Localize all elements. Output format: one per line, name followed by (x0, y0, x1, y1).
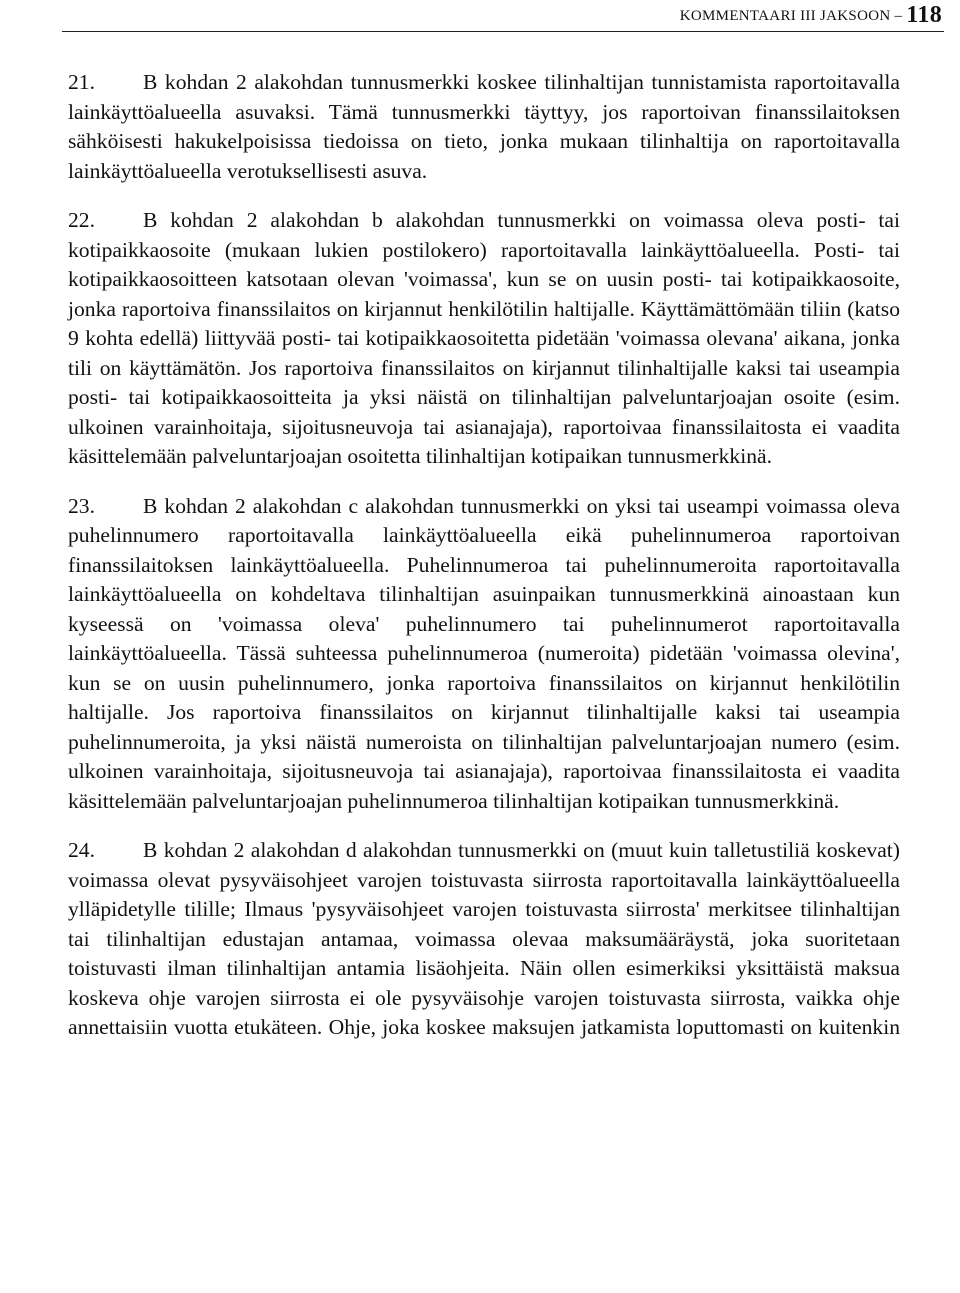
paragraph-number: 23. (68, 493, 95, 518)
header-title: KOMMENTAARI III JAKSOON (679, 8, 891, 24)
header-rule (62, 31, 944, 32)
running-header (0, 0, 960, 34)
document-body (68, 68, 900, 1043)
paragraph-22 (68, 206, 900, 472)
paragraph-24 (68, 836, 900, 1043)
paragraph-number: 24. (68, 838, 95, 862)
paragraph-number: 21. (68, 70, 95, 94)
paragraph-23 (68, 492, 900, 817)
header-text (680, 2, 942, 29)
paragraph-text: B kohdan 2 alakohdan c alakohdan tunnusmerkki on yksi tai useampi voimassa oleva puhelinnumero raportoitavalla lainkäyttöalueella eikä puhelinnumeroa raportoivan finanssilaitoksen lainkäyttöalueella. Puhelinnumeroa tai puhelinnumeroita raportoitavalla lainkäyttöalueella on kohdeltava tilinhaltijan asuinpaikan tunnusmerkkinä ainoastaan kun kyseessä on 'voimassa oleva' puhelinnumero tai puhelinnumerot raportoitavalla lainkäyttöalueella. Tässä suhteessa puhelinnumeroa (numeroita) pidetään 'voimassa olevina', kun se on uusin puhelinnumero, jonka raportoiva finanssilaitos on kirjannut henkilötilin haltijalle. Jos raportoiva finanssilaitos on kirjannut tilinhaltijalle kaksi tai useampia puhelinnumeroita, ja yksi näistä numeroista on tilinhaltijan palveluntarjoajan numero (esim. ulkoinen varainhoitaja, sijoitusneuvoja tai asianajaja), raportoivaa finanssilaitosta ei vaadita käsittelemään palveluntarjoajan puhelinnumeroa tilinhaltijan kotipaikan tunnusmerkkinä. (68, 493, 900, 813)
paragraph-text: B kohdan 2 alakohdan tunnusmerkki koskee tilinhaltijan tunnistamista raportoitavalla lainkäyttöalueella asuvaksi. Tämä tunnusmerkki täyttyy, jos raportoivan finanssilaitoksen sähköisesti hakukelpoisissa tiedoissa on tieto, jonka mukaan tilinhaltija on raportoitavalla lainkäyttöalueella verotuksellisesti asuva. (68, 70, 900, 183)
paragraph-text: B kohdan 2 alakohdan b alakohdan tunnusmerkki on voimassa oleva posti- tai kotipaikkaosoite (mukaan lukien postilokero) raportoitavalla lainkäyttöalueella. Posti- tai kotipaikkaosoitteen katsotaan olevan 'voimassa', kun se on uusin posti- tai kotipaikkaosoite, jonka raportoiva finanssilaitos on kirjannut henkilötilin haltijalle. Käyttämättömään tiliin (katso 9 kohta edellä) liittyvää posti- tai kotipaikkaosoitetta pidetään 'voimassa olevana' aikana, jonka tili on käyttämätön. Jos raportoiva finanssilaitos on kirjannut tilinhaltijalle kaksi tai useampia posti- tai kotipaikkaosoitteita ja yksi näistä on tilinhaltijan palveluntarjoajan osoite (esim. ulkoinen varainhoitaja, sijoitusneuvoja tai asianajaja), raportoivaa finanssilaitosta ei vaadita käsittelemään palveluntarjoajan osoitetta tilinhaltijan kotipaikan tunnusmerkkinä. (68, 208, 900, 468)
paragraph-text: B kohdan 2 alakohdan d alakohdan tunnusmerkki on (muut kuin talletustiliä koskevat) voimassa olevat pysyväisohjeet varojen toistuvasta siirrosta raportoitavalla lainkäyttöalueella ylläpidetylle tilille; Ilmaus 'pysyväisohjeet varojen toistuvasta siirrosta' merkitsee tilinhaltijan tai tilinhaltijan edustajan antamaa, voimassa olevaa maksumääräystä, joka suoritetaan toistuvasti ilman tilinhaltijan antamia lisäohjeita. Näin ollen esimerkiksi yksittäistä maksua koskeva ohje varojen siirrosta ei ole pysyväisohje varojen toistuvasta siirrosta, vaikka ohje annettaisiin vuotta etukäteen. Ohje, joka koskee maksujen jatkamista loputtomasti on kuitenkin (68, 838, 900, 1039)
paragraph-21 (68, 68, 900, 186)
page-number: 118 (906, 2, 942, 28)
paragraph-number: 22. (68, 208, 95, 232)
header-dash: – (894, 8, 903, 24)
